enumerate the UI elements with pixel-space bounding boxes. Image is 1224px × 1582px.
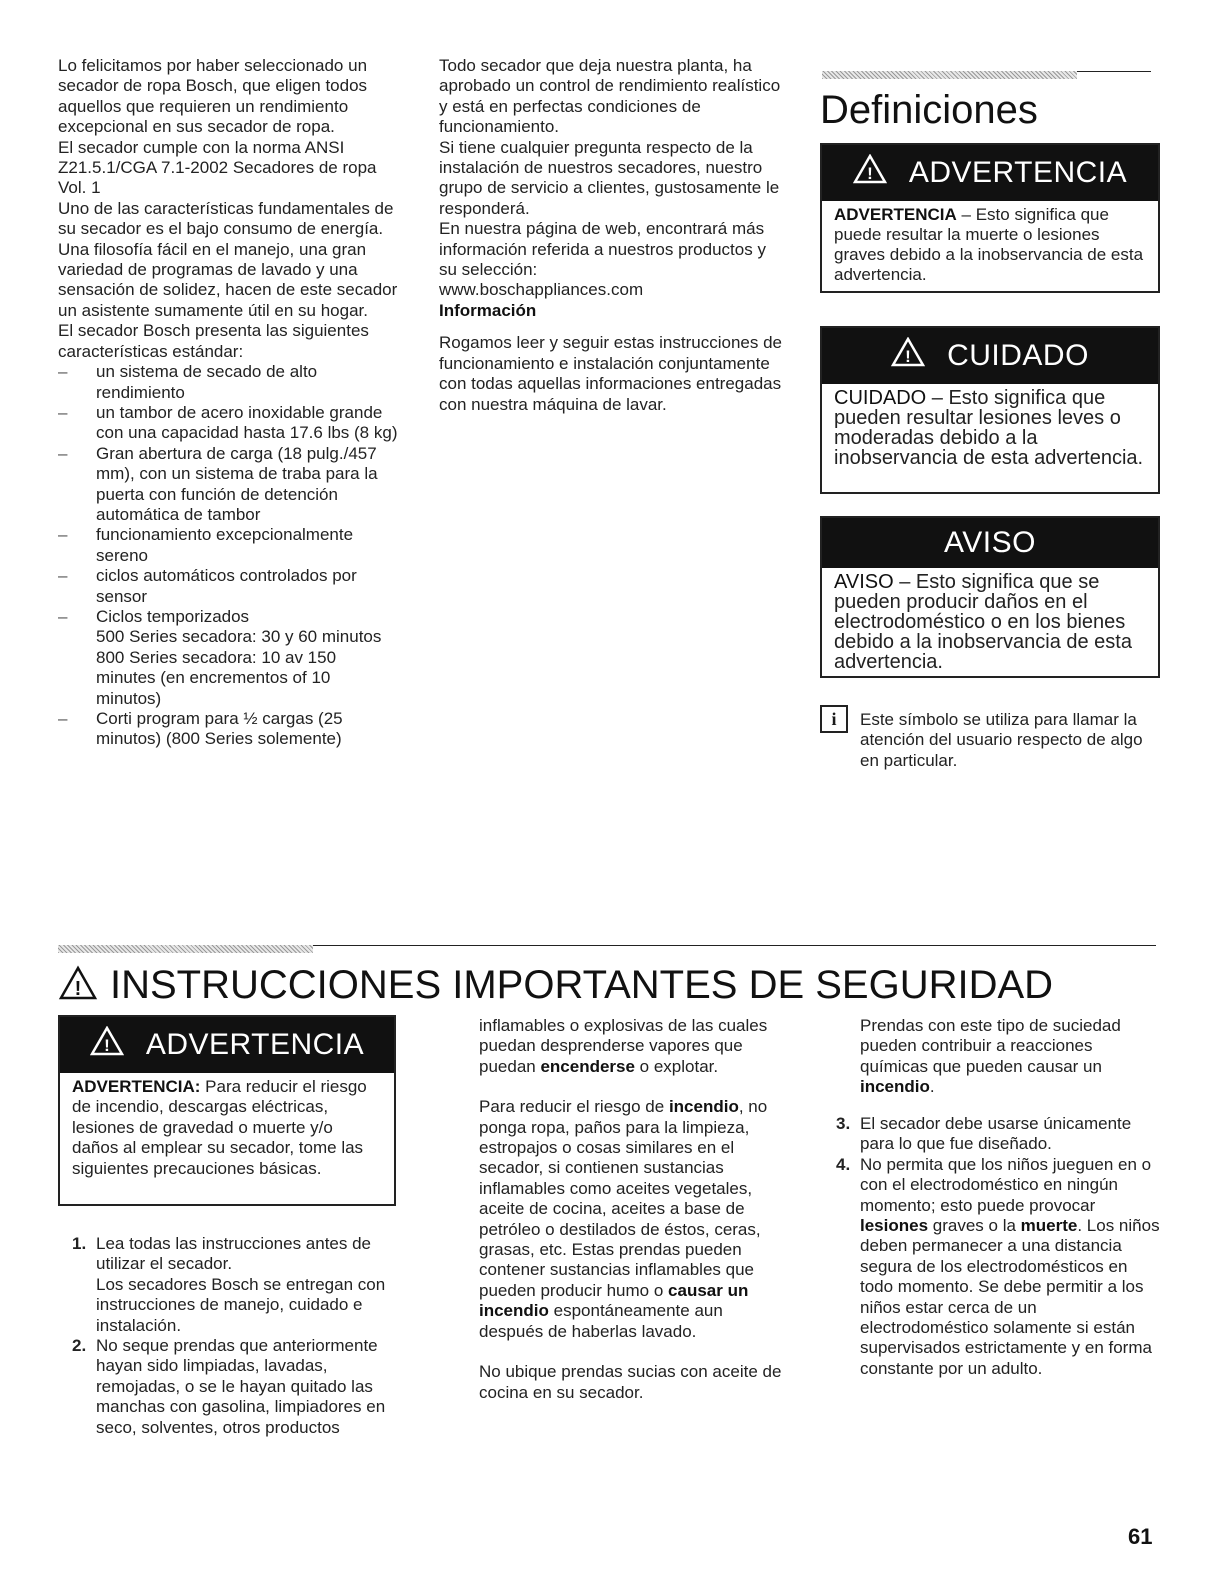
safety-warning-header: ! ADVERTENCIA [60,1017,394,1073]
safety-paragraph: Para reducir el riesgo de incendio, no ponga ropa, paños para la limpieza, estropajos o cosas similares en el secador, si contienen sustancias inflamables como aceites vegetales, aceite de cocina, aceites a base de petróleo o destilados de éstos, ceras, grasas, etc. Estas prendas pueden contener sustancias inflamables que pueden producir humo o causar un incendio espontáneamente aun después de haberlas lavado. [479,1097,768,1341]
safety-paragraph: No ubique prendas sucias con aceite de cocina en su secador. [479,1362,782,1402]
page-number: 61 [1128,1524,1153,1549]
info-paragraph: Si tiene cualquier pregunta respecto de la instalación de nuestros secadores, nuestro grupo de servicio a clientes, gustosamente le responderá. [439,137,780,218]
info-paragraph: Todo secador que deja nuestra planta, ha aprobado un control de rendimiento realístico y está en perfectas condiciones de funcionamiento. [439,56,781,137]
section-hatch [58,945,313,953]
cuidado-box: ! CUIDADO CUIDADO – Esto significa que pueden resultar lesiones leves o moderadas debido a la inobservancia de esta advertencia. [820,326,1160,494]
list-item: 2. No seque prendas que anteriormente hayan sido limpiadas, lavadas, remojadas, o se le hayan quitado las manchas con gasolina, limpiadores en seco, solventes, otros productos [72,1336,386,1437]
safety-paragraph: Prendas con este tipo de suciedad pueden contribuir a reacciones químicas que pueden causar un incendio. [860,1016,1121,1097]
svg-text:!: ! [905,347,911,366]
safety-paragraph: inflamables o explosivas de las cuales puedan desprenderse vapores que puedan encenderse o explotar. [479,1016,768,1076]
info-icon: i [820,705,848,733]
info-paragraph: Rogamos leer y seguir estas instrucciones de funcionamiento e instalación conjuntamente con todas aquellas informaciones entregadas con nuestra máquina de lavar. [439,333,782,414]
info-paragraph: En nuestra página de web, encontrará más información referida a nuestros productos y su selección: [439,219,766,280]
advertencia-header: ! ADVERTENCIA [822,145,1158,201]
warning-triangle-icon [891,337,925,375]
safety-title: ! INSTRUCCIONES IMPORTANTES DE SEGURIDAD [58,963,1053,1008]
info-symbol-text: Este símbolo se utiliza para llamar la atención del usuario respecto de algo en particular. [860,710,1143,770]
timed-800: 800 Series secadora: 10 av 150 minutes (en encrementos of 10 minutos) [96,647,337,708]
safety-right-column [860,1016,1160,1098]
list-item: 4. No permita que los niños jueguen en o con el electrodoméstico en ningún momento; esto puede provocar lesiones graves o la muerte. Los niños deben permanecer a una distancia segura de los electrodomésticos en todo momento. Se debe permitir a los niños estar cerca de un electrodoméstico solamente si están supervisados estrictamente y en forma constante por un adulto. [836,1154,1160,1378]
section-hatch [822,71,1077,79]
intro-paragraph: El secador Bosch presenta las siguientes características estándar: [58,321,369,361]
intro-column [58,56,398,750]
safety-middle-column [479,1016,789,1403]
list-item: 3. El secador debe usarse únicamente para lo que fue diseñado. [836,1114,1132,1154]
definitions-title: Definiciones [820,88,1038,132]
svg-text:!: ! [866,164,873,183]
warning-triangle-icon [90,1026,124,1064]
intro-paragraph: El secador cumple con la norma ANSI Z21.5.1/CGA 7.1-2002 Secadores de ropa Vol. 1 [58,137,377,198]
cuidado-header: ! CUIDADO [822,328,1158,384]
safety-warning-box: ! ADVERTENCIA ADVERTENCIA: Para reducir el riesgo de incendio, descargas eléctricas, lesiones de gravedad o muerte y/o daños al emplear su secador, tome las siguientes precauciones básicas. [58,1015,396,1206]
section-rule [313,945,1156,946]
aviso-box: AVISO AVISO – Esto significa que se pueden producir daños en el electrodoméstico o en los bienes debido a la inobservancia de esta advertencia. [820,516,1160,678]
features-list [58,362,398,750]
svg-text:!: ! [103,1036,110,1055]
aviso-header: AVISO [822,518,1158,568]
intro-paragraph: Uno de las características fundamentales de su secador es el bajo consumo de energía. [58,198,394,239]
list-item: – Ciclos temporizados 500 Series secadora: 30 y 60 minutos 800 Series secadora: 10 av 150 minutes (en encrementos of 10 minutos) [58,607,398,709]
list-item: 1. Lea todas las instrucciones antes de utilizar el secador. Los secadores Bosch se entregan con instrucciones de manejo, cuidado e instalación. [72,1234,386,1335]
warning-triangle-icon [58,965,98,1006]
timed-500: 500 Series secadora: 30 y 60 minutos [96,627,382,647]
intro-paragraph: Lo felicitamos por haber seleccionado un secador de ropa Bosch, que eligen todos aquellos que requieren un rendimiento excepcional en sus secador de ropa. [58,56,368,137]
safety-list-right [836,1114,1160,1379]
list-item: – ciclos automáticos controlados por sensor [58,566,398,607]
svg-text:!: ! [74,978,82,1000]
list-item: – funcionamiento excepcionalmente sereno [58,525,398,566]
safety-list-left [72,1234,392,1438]
list-item: – Gran abertura de carga (18 pulg./457 mm), con un sistema de traba para la puerta con función de detención automática de tambor [58,444,398,526]
intro-paragraph: Una filosofía fácil en el manejo, una gran variedad de programas de lavado y una sensación de solidez, hacen de este secador un asistente sumamente útil en su hogar. [58,239,398,320]
section-rule [1077,71,1151,72]
info-heading: Información [439,300,537,320]
list-item: – Corti program para ½ cargas (25 minutos) (800 Series solemente) [58,709,398,750]
list-item: – un sistema de secado de alto rendimiento [58,362,398,403]
advertencia-box: ! ADVERTENCIA ADVERTENCIA – Esto significa que puede resultar la muerte o lesiones graves debido a la inobservancia de esta advertencia. [820,143,1160,293]
website-url: www.boschappliances.com [439,280,644,300]
warning-triangle-icon [853,154,887,192]
list-item: – un tambor de acero inoxidable grande con una capacidad hasta 17.6 lbs (8 kg) [58,403,398,444]
info-column [439,56,784,415]
